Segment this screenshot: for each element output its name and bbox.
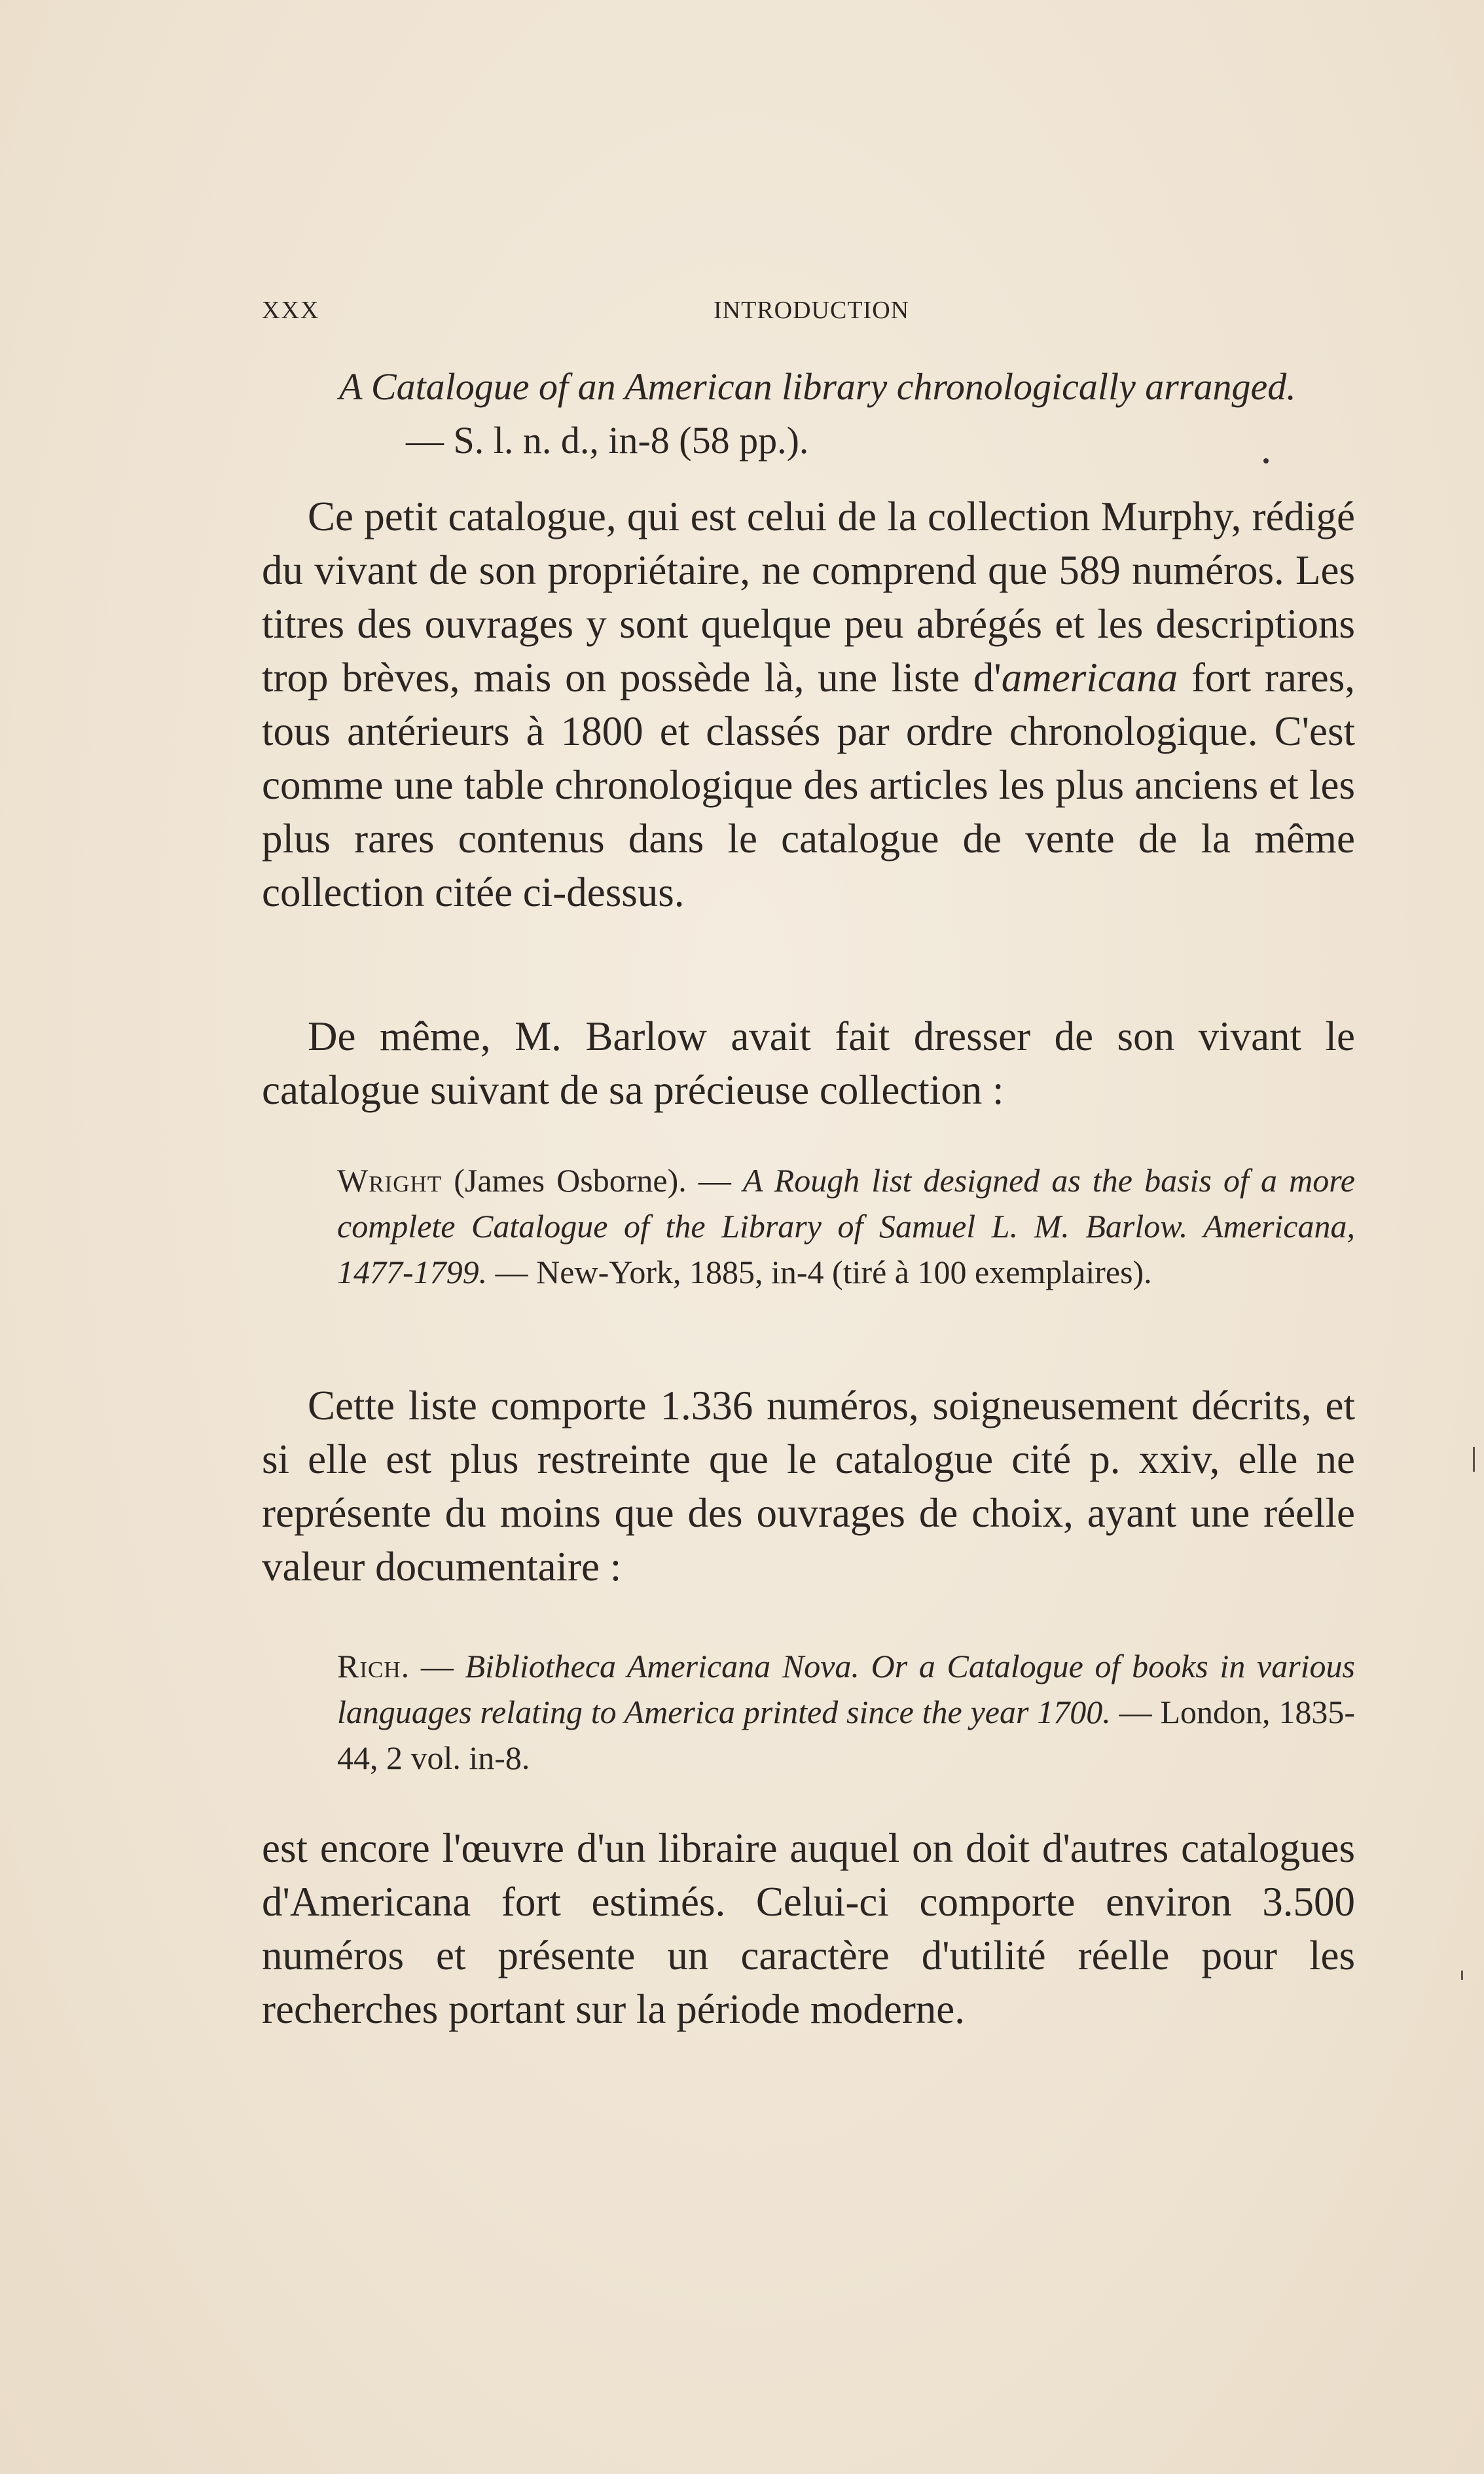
bibliographic-entry-rich — [337, 1643, 1355, 1781]
paragraph-italic-term: americana — [1001, 655, 1178, 700]
paragraph-text: fort rares, tous antérieurs à 1800 et classés par ordre chronologique. C'est comme une table chronologique des articles les plus anciens et les plus rares contenus dans le catalogue de vente de la même collection citée ci-dessus. — [262, 655, 1355, 915]
paragraph-text: De même, M. Barlow avait fait dresser de son vivant le catalogue suivant de sa précieuse collection : — [262, 1013, 1355, 1113]
entry-author: Wright — [337, 1162, 443, 1199]
bibliographic-entry-wright — [337, 1157, 1355, 1295]
paragraph-text: Ce petit catalogue, qui est celui de la collection Murphy, rédigé du vivant de son propriétaire, ne comprend que 589 numéros. Les titres des ouvrages y sont quelque peu abrégés et les descriptions trop brèves, mais on possède là, une liste d' — [262, 494, 1355, 700]
paragraph-text: Cette liste comporte 1.336 numéros, soigneusement décrits, et si elle est plus restreinte que le catalogue cité p. xxiv, elle ne représente du moins que des ouvrages de choix, ayant une réelle valeur documentaire : — [262, 1383, 1355, 1590]
entry-title: Bibliotheca Americana Nova. Or a Catalogue of books in various languages relating to America printed since the year 1700. — [337, 1648, 1356, 1730]
entry-author-detail: . — — [401, 1648, 465, 1684]
running-head-title: INTRODUCTION — [714, 297, 910, 324]
entry-imprint: — New-York, 1885, in-4 (tiré à 100 exemplaires). — [487, 1254, 1152, 1290]
entry-title: A Catalogue of an American library chronologically arranged. — [339, 365, 1296, 408]
page-folio: XXX — [262, 297, 320, 324]
paper-edge-mark — [1473, 1447, 1475, 1472]
entry-imprint: — London, 1835-44, 2 vol. in-8. — [337, 1694, 1355, 1776]
entry-imprint: — S. l. n. d., in-8 (58 pp.). — [406, 419, 809, 462]
running-head — [262, 296, 1362, 335]
bibliographic-entry-continued — [262, 360, 1375, 467]
paragraph-rich-catalogue — [262, 1821, 1355, 2036]
paragraph-barlow-list — [262, 1379, 1355, 1593]
paper-edge-mark — [1461, 1971, 1463, 1980]
paragraph-text: est encore l'œuvre d'un libraire auquel on doit d'autres catalogues d'Americana fort estimés. Celui-ci comporte environ 3.500 numéros et présente un caractère d'utilité réelle pour les recherches portant sur la période moderne. — [262, 1825, 1355, 2032]
paragraph-murphy-catalogue — [262, 490, 1355, 919]
paper-speck — [1263, 458, 1269, 464]
paragraph-barlow — [262, 1010, 1355, 1117]
entry-author: Rich — [337, 1648, 401, 1684]
entry-author-detail: (James Osborne). — — [442, 1162, 743, 1199]
entry-title: A Rough list designed as the basis of a more complete Catalogue of the Library of Samuel L. M. Barlow. Americana, 1477-1799. — [337, 1162, 1355, 1290]
